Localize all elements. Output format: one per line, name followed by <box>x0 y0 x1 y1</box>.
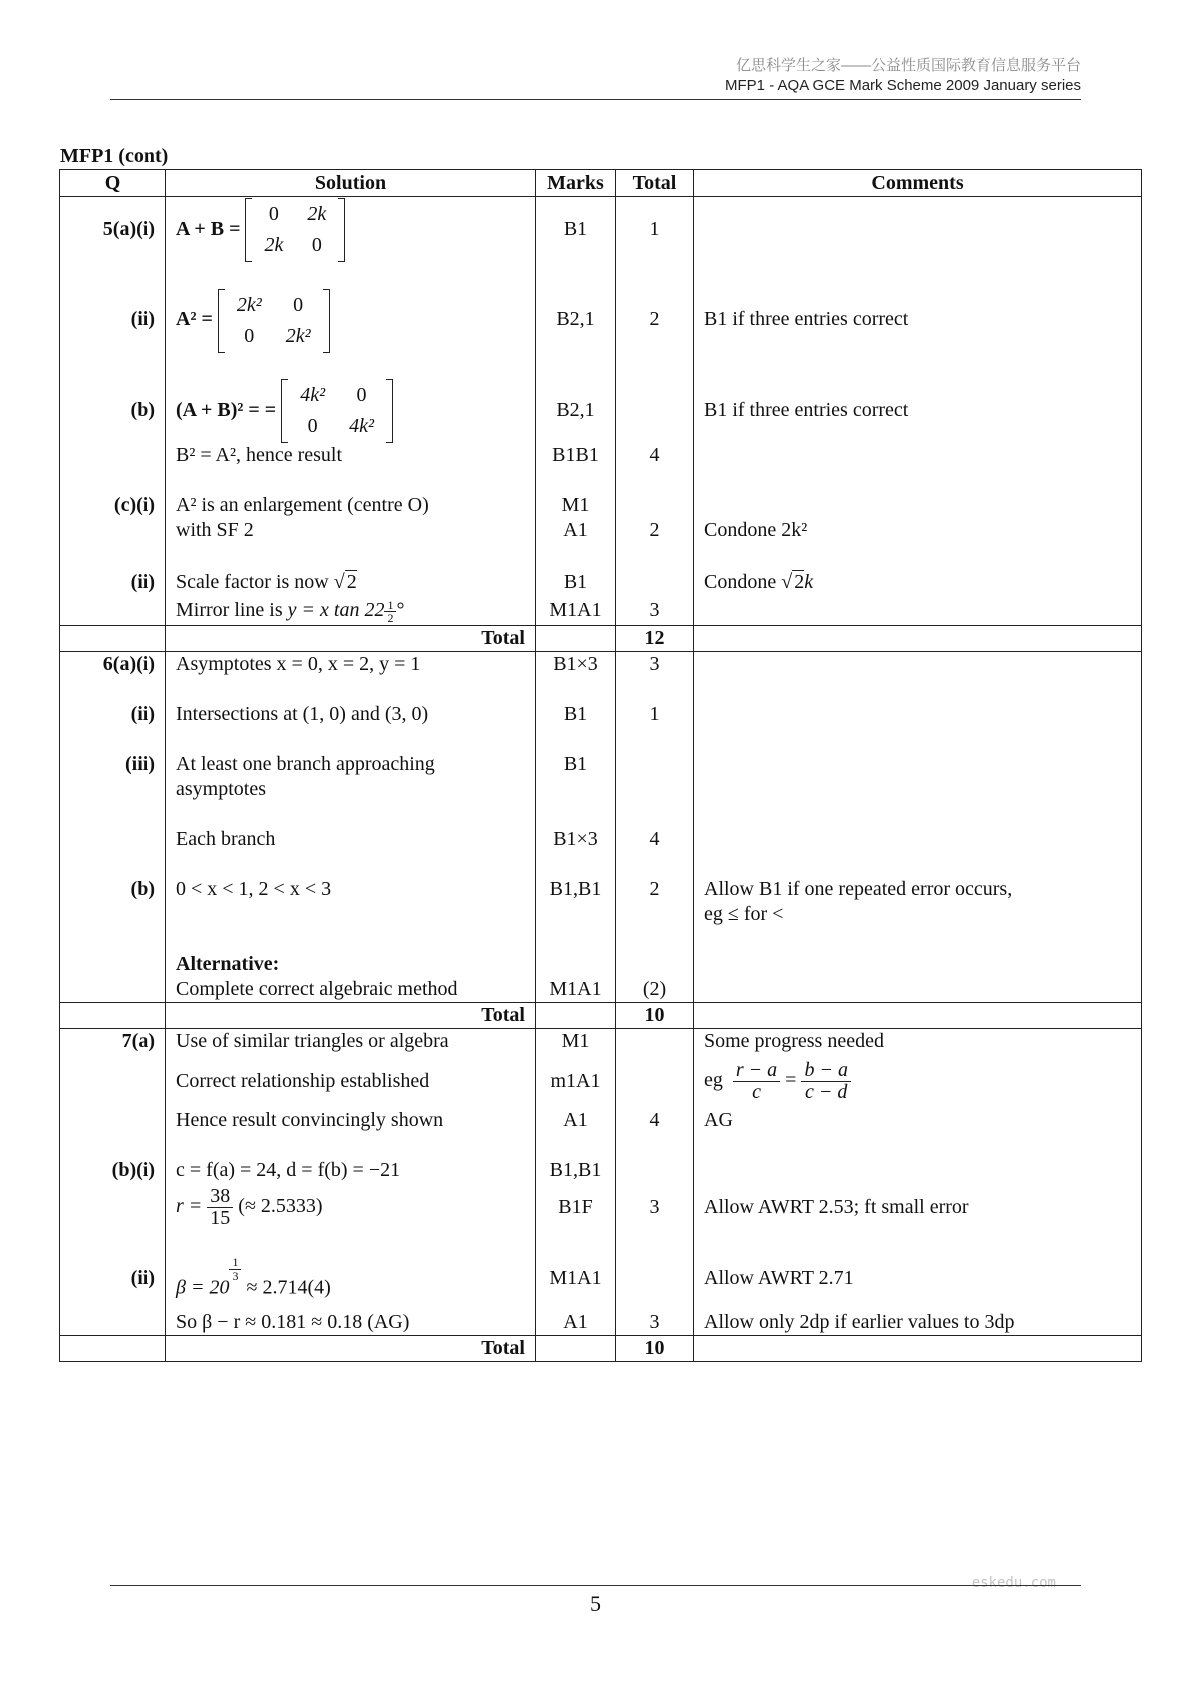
table-header-row <box>60 170 1142 197</box>
comment-cell: eg ≤ for < <box>694 902 1142 927</box>
total-cell: 3 <box>616 1183 694 1231</box>
comment-cell <box>694 1054 1142 1108</box>
solution-cell: Intersections at (1, 0) and (3, 0) <box>166 702 536 727</box>
equation: y = x tan 22 <box>287 599 385 622</box>
total-cell: 3 <box>616 652 694 678</box>
footer-rule <box>110 1585 1081 1586</box>
marks-cell: B1 <box>536 702 616 727</box>
exponent-fraction: 1 3 <box>229 1256 241 1282</box>
comment-cell: AG <box>694 1108 1142 1133</box>
fraction: $\frac{1}{2}$ <box>384 599 396 625</box>
table-row <box>60 1183 1142 1231</box>
marks-cell: M1A1 <box>536 977 616 1003</box>
solution-cell: with SF 2 <box>166 518 536 543</box>
comment-cell: Some progress needed <box>694 1029 1142 1055</box>
comment-cell <box>694 568 1142 596</box>
radicand: 2 <box>346 571 357 594</box>
table-row <box>60 1133 1142 1158</box>
solution-cell <box>166 197 536 263</box>
matrix-entry: 2k² <box>236 293 262 316</box>
fraction: $\frac{r - a}{c}$ <box>733 1060 780 1103</box>
marks-cell: B1,B1 <box>536 1158 616 1183</box>
matrix-entry: 2k <box>264 234 284 257</box>
matrix-entry: 0 <box>268 203 279 226</box>
table-row <box>60 902 1142 927</box>
total-cell: 3 <box>616 596 694 626</box>
table-row <box>60 568 1142 596</box>
marks-cell: B1 <box>536 197 616 263</box>
table-row <box>60 287 1142 352</box>
marks-cell: A1 <box>536 1108 616 1133</box>
solution-cell: A² is an enlargement (centre O) <box>166 493 536 518</box>
table-row <box>60 727 1142 752</box>
question-label: (ii) <box>60 287 166 352</box>
table-row <box>60 353 1142 378</box>
question-label: 6(a)(i) <box>60 652 166 678</box>
marks-cell: B1F <box>536 1183 616 1231</box>
total-cell: 2 <box>616 877 694 902</box>
marks-cell: M1A1 <box>536 596 616 626</box>
table-row <box>60 1158 1142 1183</box>
table-row <box>60 596 1142 626</box>
alternative-heading: Alternative: <box>166 952 536 977</box>
col-header-marks: Marks <box>536 170 616 197</box>
fraction: $\frac{b - a}{c - d}$ <box>801 1060 851 1103</box>
table-row <box>60 443 1142 468</box>
table-row <box>60 652 1142 678</box>
total-label: Total <box>166 1335 536 1361</box>
table-row <box>60 877 1142 902</box>
matrix-entry: 0 <box>293 293 304 316</box>
matrix-entry: 4k² <box>349 415 374 438</box>
marks-cell: B1×3 <box>536 652 616 678</box>
question-label: (ii) <box>60 568 166 596</box>
total-row <box>60 626 1142 652</box>
solution-cell: At least one branch approaching <box>166 752 536 777</box>
solution-cell <box>166 1183 536 1231</box>
question-label: 5(a)(i) <box>60 197 166 263</box>
table-row <box>60 1256 1142 1310</box>
matrix-lhs: (A + B)² = = <box>176 398 277 421</box>
col-header-solution: Solution <box>166 170 536 197</box>
solution-cell <box>166 287 536 352</box>
marks-cell: B1 <box>536 568 616 596</box>
total-row <box>60 1335 1142 1361</box>
marks-cell: B1 <box>536 752 616 777</box>
comment-cell: Allow AWRT 2.71 <box>694 1256 1142 1310</box>
total-cell: (2) <box>616 977 694 1003</box>
comment-cell: Condone 2k² <box>694 518 1142 543</box>
table-row <box>60 262 1142 287</box>
col-header-q: Q <box>60 170 166 197</box>
sqrt-sign: √ <box>333 571 345 594</box>
table-row <box>60 1054 1142 1108</box>
marks-cell: M1 <box>536 1029 616 1055</box>
comment-cell: Allow B1 if one repeated error occurs, <box>694 877 1142 902</box>
table-row <box>60 1108 1142 1133</box>
marks-cell: A1 <box>536 1310 616 1336</box>
page-number: 5 <box>590 1591 601 1616</box>
table-row <box>60 752 1142 777</box>
total-label: Total <box>166 626 536 652</box>
comment-text: Condone <box>704 571 777 594</box>
header-document-title: MFP1 - AQA GCE Mark Scheme 2009 January series <box>725 77 1081 94</box>
solution-cell: Use of similar triangles or algebra <box>166 1029 536 1055</box>
table-row <box>60 677 1142 702</box>
question-label: 7(a) <box>60 1029 166 1055</box>
solution-cell: Each branch <box>166 827 536 852</box>
table-row <box>60 378 1142 443</box>
solution-cell: 0 < x < 1, 2 < x < 3 <box>166 877 536 902</box>
total-cell: 4 <box>616 1108 694 1133</box>
header-rule <box>110 99 1081 100</box>
matrix-entry: 0 <box>311 234 322 257</box>
fraction: $\frac{38}{15}$ <box>207 1186 233 1229</box>
total-cell: 3 <box>616 1310 694 1336</box>
solution-cell: B² = A², hence result <box>166 443 536 468</box>
question-label: (b) <box>60 378 166 443</box>
radicand: 2 <box>794 571 805 594</box>
table-row <box>60 518 1142 543</box>
solution-text: Mirror line is <box>176 599 283 622</box>
table-row <box>60 827 1142 852</box>
table-row <box>60 927 1142 952</box>
total-cell: 2 <box>616 518 694 543</box>
marks-cell: B2,1 <box>536 287 616 352</box>
solution-cell: Complete correct algebraic method <box>166 977 536 1003</box>
matrix <box>281 379 393 443</box>
table-row <box>60 1231 1142 1256</box>
solution-cell <box>166 596 536 626</box>
table-row <box>60 852 1142 877</box>
watermark: eskedu.com <box>971 1575 1056 1591</box>
matrix-entry: 0 <box>307 415 318 438</box>
solution-lhs: r = <box>176 1194 203 1217</box>
total-value: 10 <box>616 1003 694 1029</box>
comment-text: eg <box>704 1068 723 1091</box>
total-label: Total <box>166 1003 536 1029</box>
marks-cell: A1 <box>536 518 616 543</box>
table-row <box>60 802 1142 827</box>
total-cell: 1 <box>616 197 694 263</box>
table-row <box>60 1310 1142 1336</box>
table-row <box>60 197 1142 263</box>
matrix <box>218 289 330 353</box>
solution-cell: Asymptotes x = 0, x = 2, y = 1 <box>166 652 536 678</box>
total-cell: 4 <box>616 443 694 468</box>
marks-cell: M1A1 <box>536 1256 616 1310</box>
marks-cell: B1B1 <box>536 443 616 468</box>
solution-cell: c = f(a) = 24, d = f(b) = −21 <box>166 1158 536 1183</box>
col-header-total: Total <box>616 170 694 197</box>
solution-text: Scale factor is now <box>176 571 329 594</box>
matrix-entry: 2k² <box>285 324 311 347</box>
table-row <box>60 543 1142 568</box>
question-label: (b)(i) <box>60 1158 166 1183</box>
question-label: (ii) <box>60 1256 166 1310</box>
question-label: (b) <box>60 877 166 902</box>
marks-cell: B1,B1 <box>536 877 616 902</box>
section-title: MFP1 (cont) <box>60 145 169 167</box>
solution-cell: So β − r ≈ 0.181 ≈ 0.18 (AG) <box>166 1310 536 1336</box>
solution-cell: Hence result convincingly shown <box>166 1108 536 1133</box>
col-header-comments: Comments <box>694 170 1142 197</box>
matrix-entry: 0 <box>356 384 367 407</box>
table-row <box>60 952 1142 977</box>
solution-cell <box>166 568 536 596</box>
marks-cell: m1A1 <box>536 1054 616 1108</box>
total-row <box>60 1003 1142 1029</box>
solution-approx: (≈ 2.5333) <box>238 1194 323 1217</box>
comment-cell: B1 if three entries correct <box>694 287 1142 352</box>
comment-cell: Allow only 2dp if earlier values to 3dp <box>694 1310 1142 1336</box>
question-label: (c)(i) <box>60 493 166 518</box>
total-cell: 1 <box>616 702 694 727</box>
total-cell: 4 <box>616 827 694 852</box>
marks-cell: B1×3 <box>536 827 616 852</box>
comment-cell: B1 if three entries correct <box>694 378 1142 443</box>
solution-approx: ≈ 2.714(4) <box>246 1276 331 1299</box>
comment-variable: k <box>804 571 814 594</box>
degree-sign: ° <box>396 599 405 622</box>
matrix-lhs: A² = <box>176 308 213 331</box>
total-value: 12 <box>616 626 694 652</box>
table-row <box>60 777 1142 802</box>
total-cell: 2 <box>616 287 694 352</box>
solution-cell: asymptotes <box>166 777 536 802</box>
solution-cell <box>166 378 536 443</box>
question-label: (ii) <box>60 702 166 727</box>
marks-cell: M1 <box>536 493 616 518</box>
equals-sign: = <box>785 1068 797 1091</box>
matrix-entry: 2k <box>307 203 327 226</box>
table-row <box>60 977 1142 1003</box>
comment-cell: Allow AWRT 2.53; ft small error <box>694 1183 1142 1231</box>
marks-cell: B2,1 <box>536 378 616 443</box>
table-row <box>60 1029 1142 1055</box>
comment-cell <box>694 197 1142 263</box>
solution-base: β = 20 <box>176 1276 230 1299</box>
question-label: (iii) <box>60 752 166 777</box>
header-site-title: 亿思科学生之家——公益性质国际教育信息服务平台 <box>735 57 1081 74</box>
mark-scheme-table <box>59 169 1142 1362</box>
table-row <box>60 493 1142 518</box>
solution-cell <box>166 1256 536 1310</box>
total-cell <box>616 378 694 443</box>
solution-cell: Correct relationship established <box>166 1054 536 1108</box>
matrix-lhs: A + B = <box>176 218 241 240</box>
table-row <box>60 702 1142 727</box>
matrix <box>245 198 345 262</box>
matrix-entry: 4k² <box>300 384 326 407</box>
sqrt-sign: √ <box>781 571 793 594</box>
table-row <box>60 468 1142 493</box>
matrix-entry: 0 <box>244 324 255 347</box>
total-value: 10 <box>616 1335 694 1361</box>
